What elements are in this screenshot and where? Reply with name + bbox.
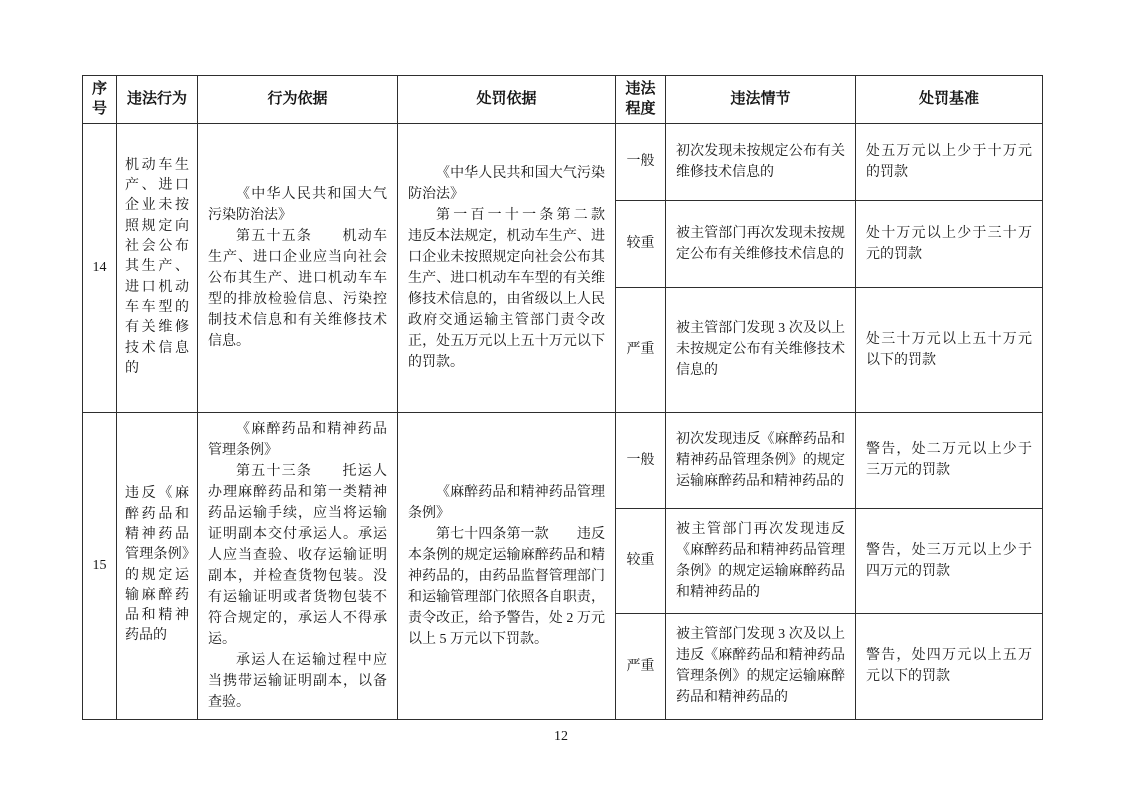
cell-standard: 警告，处二万元以上少于三万元的罚款	[856, 412, 1043, 508]
cell-circumstance: 初次发现违反《麻醉药品和精神药品管理条例》的规定运输麻醉药品和精神药品的	[666, 412, 856, 508]
cell-act-basis-14	[198, 123, 398, 412]
cell-penalty-basis-14	[398, 123, 633, 412]
cell-circumstance: 被主管部门再次发现未按规定公布有关维修技术信息的	[666, 200, 856, 287]
header-penalty-standard: 处罚基准	[856, 76, 1043, 124]
law-article: 第七十四条第一款 违反本条例的规定运输麻醉药品和精神药品的，由药品监督管理部门和运输管理部门依照各自职责，责令改正，给予警告，处 2 万元以上 5 万元以下罚款。	[408, 526, 605, 647]
cell-serial-15: 15	[83, 412, 117, 719]
header-illegal-act: 违法行为	[117, 76, 198, 124]
cell-standard: 处五万元以上少于十万元的罚款	[856, 123, 1043, 200]
cell-standard: 警告，处四万元以上五万元以下的罚款	[856, 613, 1043, 719]
header-violation-degree: 违法程度	[616, 76, 666, 124]
law-article: 第一百一十一条第二款 违反本法规定，机动车生产、进口企业未按照规定向社会公布其生产、进口机动车车型的有关维修技术信息的，由省级以上人民政府交通运输主管部门责令改正，处五万元以上五十万元以下的罚款。	[408, 207, 633, 370]
cell-illegal-act-14: 机动车生产、进口企业未按照规定向社会公布其生产、进口机动车车型的有关维修技术信息的	[117, 123, 198, 412]
law-title: 《中华人民共和国大气污染防治法》	[408, 165, 605, 202]
penalty-table	[82, 75, 1043, 720]
cell-circumstance: 初次发现未按规定公布有关维修技术信息的	[666, 123, 856, 200]
table-row	[83, 412, 1043, 508]
header-violation-circumstance: 违法情节	[666, 76, 856, 124]
law-title: 《麻醉药品和精神药品管理条例》	[208, 421, 387, 458]
page-number: 12	[554, 729, 568, 744]
cell-standard: 处三十万元以上五十万元以下的罚款	[856, 287, 1043, 412]
cell-degree: 严重	[616, 287, 666, 412]
table-header-row	[83, 76, 1043, 124]
law-article: 第五十五条 机动车生产、进口企业应当向社会公布其生产、进口机动车车型的排放检验信息、污染控制技术信息和有关维修技术信息。	[208, 228, 387, 349]
cell-serial-14: 14	[83, 123, 117, 412]
header-penalty-basis: 处罚依据	[398, 76, 616, 124]
cell-penalty-basis-15	[398, 412, 616, 719]
cell-degree: 严重	[616, 613, 666, 719]
cell-degree: 较重	[616, 508, 666, 613]
law-title: 《麻醉药品和精神药品管理条例》	[408, 484, 605, 521]
cell-standard: 警告，处三万元以上少于四万元的罚款	[856, 508, 1043, 613]
law-article: 承运人在运输过程中应当携带运输证明副本，以备查验。	[208, 652, 387, 710]
cell-illegal-act-15: 违反《麻醉药品和精神药品管理条例》的规定运输麻醉药品和精神药品的	[117, 412, 198, 719]
law-title: 《中华人民共和国大气污染防治法》	[208, 186, 387, 223]
cell-degree: 一般	[616, 123, 666, 200]
cell-act-basis-15	[198, 412, 398, 719]
table-row	[83, 123, 1043, 200]
law-article: 第五十三条 托运人办理麻醉药品和第一类精神药品运输手续，应当将运输证明副本交付承运人。承运人应当查验、收存运输证明副本，并检查货物包装。没有运输证明或者货物包装不符合规定的，承运人不得承运。	[208, 463, 387, 647]
cell-standard: 处十万元以上少于三十万元的罚款	[856, 200, 1043, 287]
header-act-basis: 行为依据	[198, 76, 398, 124]
cell-circumstance: 被主管部门再次发现违反《麻醉药品和精神药品管理条例》的规定运输麻醉药品和精神药品的	[666, 508, 856, 613]
cell-circumstance: 被主管部门发现 3 次及以上违反《麻醉药品和精神药品管理条例》的规定运输麻醉药品和精神药品的	[666, 613, 856, 719]
cell-degree: 较重	[616, 200, 666, 287]
header-serial-number: 序号	[83, 76, 117, 124]
cell-degree: 一般	[616, 412, 666, 508]
cell-circumstance: 被主管部门发现 3 次及以上未按规定公布有关维修技术信息的	[666, 287, 856, 412]
